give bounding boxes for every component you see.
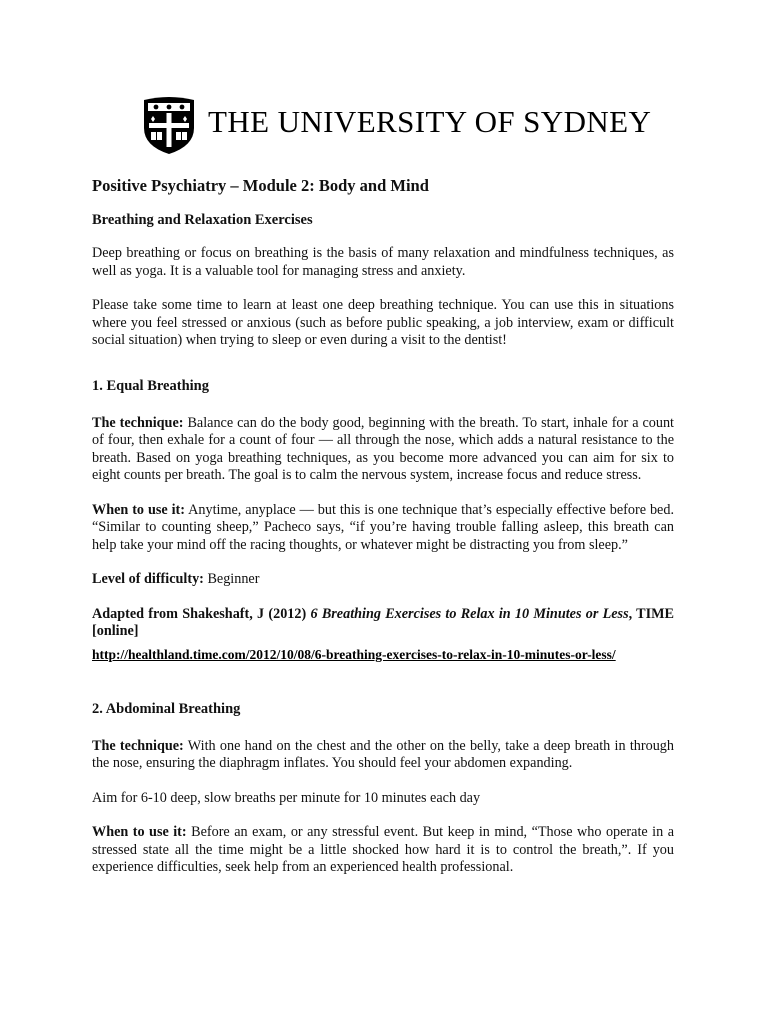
technique-text: Balance can do the body good, beginning with the breath. To start, inhale for a count of four, then exhale for a count of four — all through the nose, which adds a natural resistance to the breath. Based on yoga breathing techniques, as you become more advanced you can aim for six to eight counts per breath. The goal is to calm the nervous system, increase focus and reduce stress. (92, 414, 674, 483)
when-text: Before an exam, or any stressful event. But keep in mind, “Those who operate in a stressed state all the time might be a little shocked how hard it is to control the breath,”. If you experience difficulties, seek help from an experienced health professional. (92, 824, 674, 875)
source-title: 6 Breathing Exercises to Relax in 10 Minutes or Less (310, 605, 629, 622)
aim-paragraph: Aim for 6-10 deep, slow breaths per minute for 10 minutes each day (92, 789, 481, 806)
abdominal-technique-paragraph (92, 738, 674, 773)
technique-label: The technique: (92, 737, 184, 754)
equal-when-paragraph (92, 502, 674, 555)
when-label: When to use it: (92, 824, 187, 840)
document-title: Positive Psychiatry – Module 2: Body and Mind (92, 176, 429, 195)
document-body (92, 176, 674, 877)
technique-label: The technique: (92, 414, 184, 431)
document-subtitle: Breathing and Relaxation Exercises (92, 212, 313, 228)
page-header (138, 90, 658, 160)
university-name: THE UNIVERSITY OF SYDNEY (208, 104, 652, 139)
section-heading-abdominal-breathing: 2. Abdominal Breathing (92, 700, 241, 717)
difficulty-paragraph (92, 571, 674, 589)
abdominal-when-paragraph (92, 824, 674, 877)
when-label: When to use it: (92, 501, 185, 518)
source-suffix: , TIME [online] (92, 605, 674, 639)
difficulty-text: Beginner (203, 571, 260, 587)
source-prefix: Adapted from Shakeshaft, J (2012) (92, 605, 311, 622)
technique-text: With one hand on the chest and the other on the belly, take a deep breath in through the nose, ensuring the diaphragm inflates. You should feel your abdomen expanding. (92, 737, 674, 771)
when-text: Anytime, anyplace — but this is one technique that’s especially effective before bed. “Similar to counting sheep,” Pacheco says, “if you’re having trouble falling asleep, this breath can help take your mind off the racing thoughts, or whatever might be distracting you from sleep.” (92, 501, 674, 553)
university-crest-icon (141, 94, 197, 156)
section-heading-equal-breathing: 1. Equal Breathing (92, 377, 209, 394)
intro-paragraph-1: Deep breathing or focus on breathing is the basis of many relaxation and mindfulness techniques, as well as yoga. It is a valuable tool for managing stress and anxiety. (92, 245, 674, 279)
source-link[interactable]: http://healthland.time.com/2012/10/08/6-breathing-exercises-to-relax-in-10-minutes-or-less/ (92, 646, 616, 662)
source-citation (92, 606, 674, 641)
equal-technique-paragraph (92, 415, 674, 485)
difficulty-label: Level of difficulty: (92, 571, 204, 587)
intro-paragraph-2: Please take some time to learn at least one deep breathing technique. You can use this in situations where you feel stressed or anxious (such as before public speaking, a job interview, exam or difficult social situation) when trying to sleep or even during a visit to the dentist! (92, 297, 674, 348)
